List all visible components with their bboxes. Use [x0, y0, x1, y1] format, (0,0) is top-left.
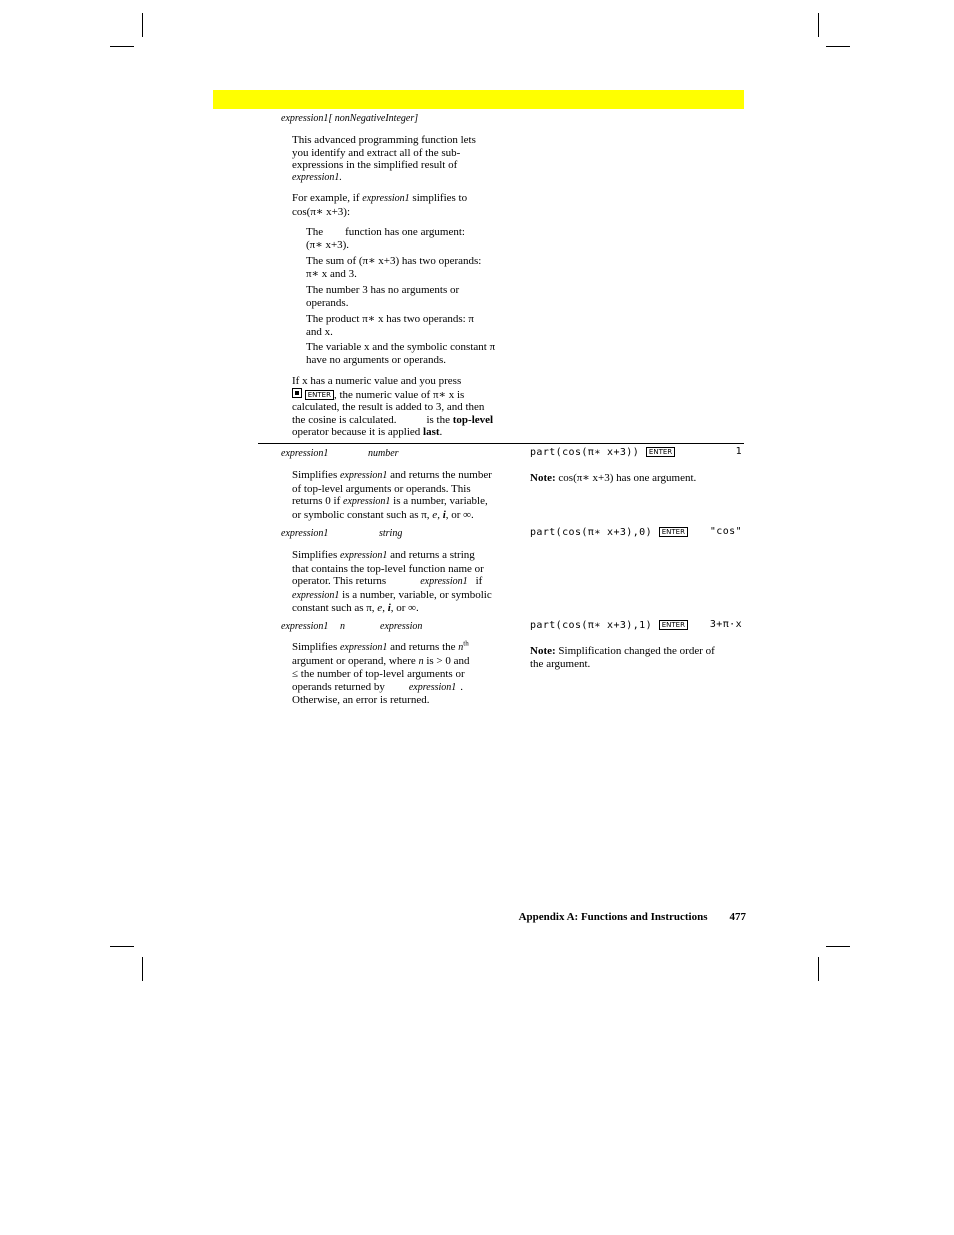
text: argument or operand, where	[292, 654, 419, 667]
text: is > 0 and	[423, 654, 470, 667]
text-line: of top-level arguments or operands. This	[292, 482, 471, 495]
text: and returns the number	[387, 469, 492, 481]
text: ,	[437, 508, 443, 521]
text: Simplifies	[292, 549, 340, 561]
text: expression1	[339, 642, 388, 653]
text-line	[292, 589, 524, 603]
syntax-form-3-n: n	[340, 621, 345, 632]
crop-mark	[110, 946, 134, 947]
syntax-form-1-result: number	[368, 448, 399, 459]
crop-mark	[110, 46, 134, 47]
text-line: The variable x and the symbolic constant π	[306, 341, 496, 353]
text: and returns the	[387, 641, 459, 653]
crop-mark	[818, 957, 819, 981]
example-code: part(cos(π∗ x+3),0)	[530, 527, 652, 538]
bullet-item	[306, 341, 526, 366]
evaluation-paragraph	[292, 375, 524, 439]
example-code: part(cos(π∗ x+3))	[530, 447, 640, 458]
text-line: This advanced programming function lets	[292, 134, 476, 146]
text-line: (π∗ x+3).	[306, 238, 350, 251]
example-3	[530, 619, 688, 633]
bullet-item	[306, 284, 526, 309]
example-1-result: 1	[735, 446, 742, 457]
text-line: The number 3 has no arguments or	[306, 284, 460, 296]
crop-mark	[826, 946, 850, 947]
text-line	[292, 426, 524, 439]
text-line	[292, 509, 524, 522]
text: For example, if	[292, 192, 363, 204]
text-line: If x has a numeric value and you press	[292, 375, 462, 387]
text: operator. This returns	[292, 575, 387, 587]
note-1	[530, 472, 744, 485]
text: is a number, variable, or symbolic	[339, 588, 492, 601]
bullet-item	[306, 313, 526, 338]
text-line: The sum of (π∗ x+3) has two operands:	[306, 255, 482, 267]
text: n	[418, 655, 424, 667]
enter-key-icon: ENTER	[305, 390, 334, 400]
crop-mark	[142, 957, 143, 981]
footer-title: Appendix A: Functions and Instructions	[518, 911, 708, 923]
text: e	[377, 602, 383, 614]
text: expression1	[292, 589, 340, 601]
enter-key-icon: ENTER	[659, 620, 688, 630]
text: , or ∞.	[390, 602, 419, 614]
text-line: expressions in the simplified result of	[292, 159, 458, 171]
text-line	[530, 645, 744, 658]
function-title-bar	[213, 90, 744, 109]
section-1-description	[292, 469, 524, 521]
text: The	[306, 226, 324, 238]
crop-mark	[826, 46, 850, 47]
text-line: that contains the top-level function name or	[292, 562, 484, 575]
text-line	[292, 681, 524, 695]
note-label: Note:	[530, 472, 556, 484]
text-line	[292, 414, 524, 427]
syntax-form-2-result: string	[379, 528, 403, 539]
diamond-key-icon	[292, 388, 302, 398]
text-line: Otherwise, an error is returned.	[292, 694, 430, 706]
text-line	[292, 192, 524, 206]
example-code: part(cos(π∗ x+3),1)	[530, 620, 652, 631]
example-1	[530, 446, 675, 460]
text: and returns a string	[387, 549, 475, 561]
text: top-level	[452, 413, 494, 426]
text: th	[463, 639, 469, 648]
text: operator because it is applied	[292, 426, 424, 438]
syntax-form-3-result: expression	[380, 621, 423, 632]
text: the cosine is calculated.	[292, 413, 397, 426]
text-line: ≤ the number of top-level arguments or	[292, 668, 465, 680]
text: Simplifies	[292, 641, 340, 653]
text-line	[292, 469, 524, 483]
text: constant such as π,	[292, 602, 378, 614]
text-line: have no arguments or operands.	[306, 353, 447, 366]
text: expression1	[339, 550, 388, 561]
text: simplifies to	[409, 192, 468, 204]
intro-paragraph	[292, 134, 524, 184]
text-line: calculated, the result is added to 3, and then	[292, 401, 485, 413]
text-line: operands.	[306, 296, 349, 309]
note-3	[530, 645, 744, 670]
text: ,	[382, 602, 388, 614]
example-3-result: 3+π·x	[709, 619, 742, 630]
bullet-item	[306, 226, 526, 251]
page-footer	[440, 911, 746, 924]
text-line	[292, 575, 524, 589]
example-2-result: "cos"	[709, 526, 742, 537]
text-line: and x.	[306, 325, 333, 338]
text-line	[292, 549, 524, 563]
text-line: you identify and extract all of the sub-	[292, 146, 461, 159]
example-2	[530, 526, 688, 540]
text: i	[442, 508, 446, 521]
bullet-item	[306, 255, 526, 280]
text: is the	[426, 413, 453, 426]
text: expression1	[339, 470, 388, 481]
text: expression1	[362, 193, 410, 204]
text: returns 0 if	[292, 495, 344, 507]
text-line	[292, 602, 524, 615]
text: .	[460, 680, 464, 693]
text-line	[292, 495, 524, 509]
syntax-form-2-arg: expression1	[281, 528, 329, 539]
section-divider	[258, 443, 744, 444]
note-label: Note:	[530, 645, 556, 657]
text: expression1	[420, 576, 468, 587]
note-text: cos(π∗ x+3) has one argument.	[555, 472, 697, 484]
text-line	[306, 226, 526, 239]
text: e	[432, 508, 438, 521]
text-line	[292, 388, 524, 402]
text-line	[292, 655, 524, 669]
text: operands returned by	[292, 680, 385, 693]
section-3-description	[292, 641, 524, 707]
enter-key-icon: ENTER	[659, 527, 688, 537]
example-paragraph	[292, 192, 524, 218]
text: expression1	[343, 496, 391, 507]
text: , the numeric value of π∗ x is	[333, 388, 465, 401]
syntax-header: expression1[ nonNegativeInteger]	[281, 113, 419, 124]
note-text: the argument.	[530, 657, 591, 670]
section-2-description	[292, 549, 524, 615]
text-line: The product π∗ x has two operands: π	[306, 313, 474, 325]
text-line: expression1.	[292, 171, 342, 183]
text: expression1	[408, 681, 457, 693]
text: , or ∞.	[445, 508, 474, 521]
syntax-form-3-arg: expression1	[281, 621, 329, 632]
page-number: 477	[729, 911, 746, 923]
note-text: Simplification changed the order of	[555, 645, 715, 657]
text: .	[439, 426, 443, 438]
text: is a number, variable,	[390, 495, 488, 507]
crop-mark	[818, 13, 819, 37]
text: if	[475, 575, 483, 587]
text-line: cos(π∗ x+3):	[292, 205, 351, 218]
syntax-form-1-arg: expression1	[281, 448, 329, 459]
text: function has one argument:	[345, 226, 465, 238]
text: last	[423, 426, 440, 438]
text-line: π∗ x and 3.	[306, 267, 357, 280]
text: n	[458, 642, 464, 653]
enter-key-icon: ENTER	[646, 447, 675, 457]
text: or symbolic constant such as π,	[292, 508, 433, 521]
text: i	[387, 602, 391, 614]
crop-mark	[142, 13, 143, 37]
text: Simplifies	[292, 469, 340, 481]
text-line	[292, 641, 524, 655]
